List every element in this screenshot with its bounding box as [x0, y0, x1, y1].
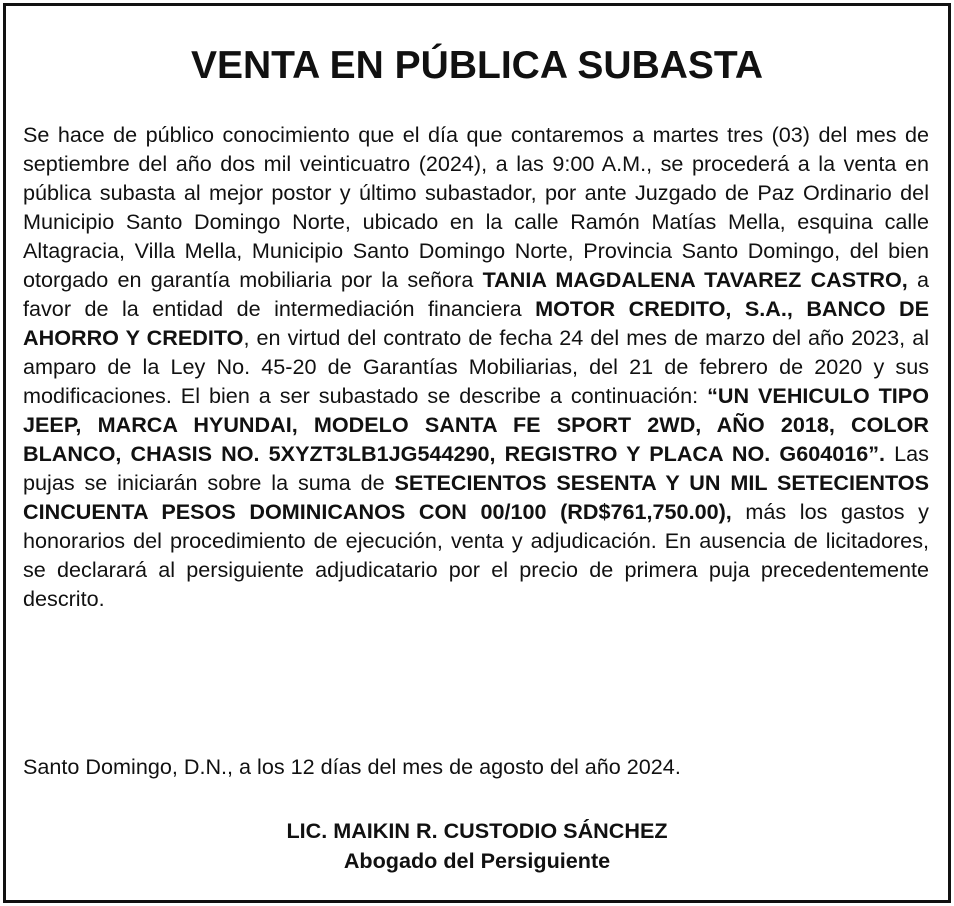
creditor-name: MOTOR CREDITO, S.A., BANCO DE AHORRO Y CREDITO [23, 296, 929, 350]
body-text-segment: , en virtud del contrato de fecha 24 del mes de marzo del año 2023, al amparo de la Ley No. 45-20 de Garantías Mobiliarias, del 21 de febrero de 2020 y sus modificaciones. El bien a ser subastado se describe a continuación: [23, 325, 929, 408]
debtor-name: TANIA MAGDALENA TAVAREZ CASTRO, [482, 267, 908, 292]
notice-title: VENTA EN PÚBLICA SUBASTA [190, 44, 763, 87]
dateline: Santo Domingo, D.N., a los 12 días del mes de agosto del año 2024. [23, 754, 681, 779]
vehicle-description: “UN VEHICULO TIPO JEEP, MARCA HYUNDAI, MODELO SANTA FE SPORT 2WD, AÑO 2018, COLOR BLANCO, CHASIS NO. 5XYZT3LB1JG544290, REGISTRO Y PLACA NO. G604016”. [23, 383, 929, 466]
body-text-segment: a favor de la entidad de intermediación financiera [23, 267, 929, 321]
opening-bid-amount: SETECIENTOS SESENTA Y UN MIL SETECIENTOS CINCUENTA PESOS DOMINICANOS CON 00/100 (RD$761,750.00), [23, 470, 929, 524]
notice-body [23, 120, 929, 613]
body-text-segment: Las pujas se iniciarán sobre la suma de [23, 441, 929, 495]
legal-notice [3, 3, 951, 903]
signatory-name: LIC. MAIKIN R. CUSTODIO SÁNCHEZ [286, 818, 668, 843]
signatory-role: Abogado del Persiguiente [343, 848, 611, 873]
body-text-segment: más los gastos y honorarios del procedimiento de ejecución, venta y adjudicación. En ausencia de licitadores, se declarará al persiguiente adjudicatario por el precio de primera puja precedentemente descrito. [23, 499, 929, 611]
body-text-segment: Se hace de público conocimiento que el día que contaremos a martes tres (03) del mes de septiembre del año dos mil veinticuatro (2024), a las 9:00 A.M., se procederá a la venta en pública subasta al mejor postor y último subastador, por ante Juzgado de Paz Ordinario del Municipio Santo Domingo Norte, ubicado en la calle Ramón Matías Mella, esquina calle Altagracia, Villa Mella, Municipio Santo Domingo Norte, Provincia Santo Domingo, del bien otorgado en garantía mobiliaria por la señora [23, 122, 929, 292]
